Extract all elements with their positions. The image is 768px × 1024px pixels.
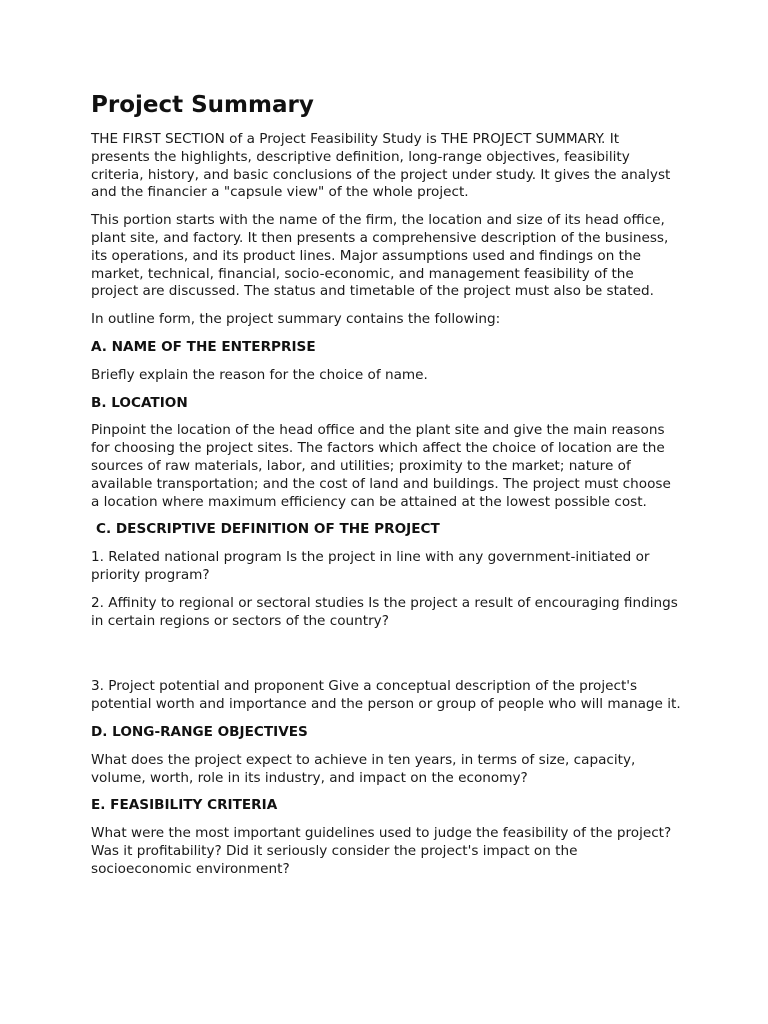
section-c-item-1: 1. Related national program Is the project in line with any government-initiated or priority program? — [91, 549, 650, 583]
section-e-heading: E. FEASIBILITY CRITERIA — [91, 797, 278, 814]
section-d-body: What does the project expect to achieve in ten years, in terms of size, capacity, volume, worth, role in its industry, and impact on the economy? — [91, 751, 636, 786]
section-c-item-3: 3. Project potential and proponent Give a conceptual description of the project's potential worth and importance and the person or group of people who will manage it. — [91, 678, 681, 713]
intro-paragraph-2: This portion starts with the name of the firm, the location and size of its head office, plant site, and factory. It then presents a comprehensive description of the business, its operations, and its product lines. Major assumptions used and findings on the market, technical, financial, socio-economic, and management feasibility of the project are discussed. The status and timetable of the project must also be stated. — [91, 212, 669, 300]
section-a-body: Briefly explain the reason for the choice of name. — [91, 366, 428, 383]
intro-paragraph-3: In outline form, the project summary contains the following: — [91, 311, 501, 328]
spacer — [91, 640, 681, 678]
intro-paragraph-1: THE FIRST SECTION of a Project Feasibility Study is THE PROJECT SUMMARY. It presents the highlights, descriptive definition, long-range objectives, feasibility criteria, history, and basic conclusions of the project under study. It gives the analyst and the financier a "capsule view" of the whole project. — [91, 131, 671, 201]
page-title: Project Summary — [91, 92, 314, 118]
section-b-body: Pinpoint the location of the head office and the plant site and give the main reasons for choosing the project sites. The factors which affect the choice of location are the sources of raw materials, labor, and utilities; proximity to the market; nature of available transportation; and the cost of land and buildings. The project must choose a location where maximum efficiency can be attained at the lowest possible cost. — [91, 422, 671, 510]
section-a-heading: A. NAME OF THE ENTERPRISE — [91, 338, 316, 355]
section-c-item-2: 2. Affinity to regional or sectoral studies Is the project a result of encouraging findings in certain regions or sectors of the country? — [91, 594, 678, 629]
section-d-heading: D. LONG-RANGE OBJECTIVES — [91, 723, 308, 740]
section-e-body: What were the most important guidelines used to judge the feasibility of the project? Was it profitability? Did it seriously consider the project's impact on the socioeconomic environment? — [91, 825, 672, 877]
document-page — [91, 90, 681, 889]
section-b-heading: B. LOCATION — [91, 394, 188, 411]
section-c-heading: C. DESCRIPTIVE DEFINITION OF THE PROJECT — [96, 521, 440, 538]
